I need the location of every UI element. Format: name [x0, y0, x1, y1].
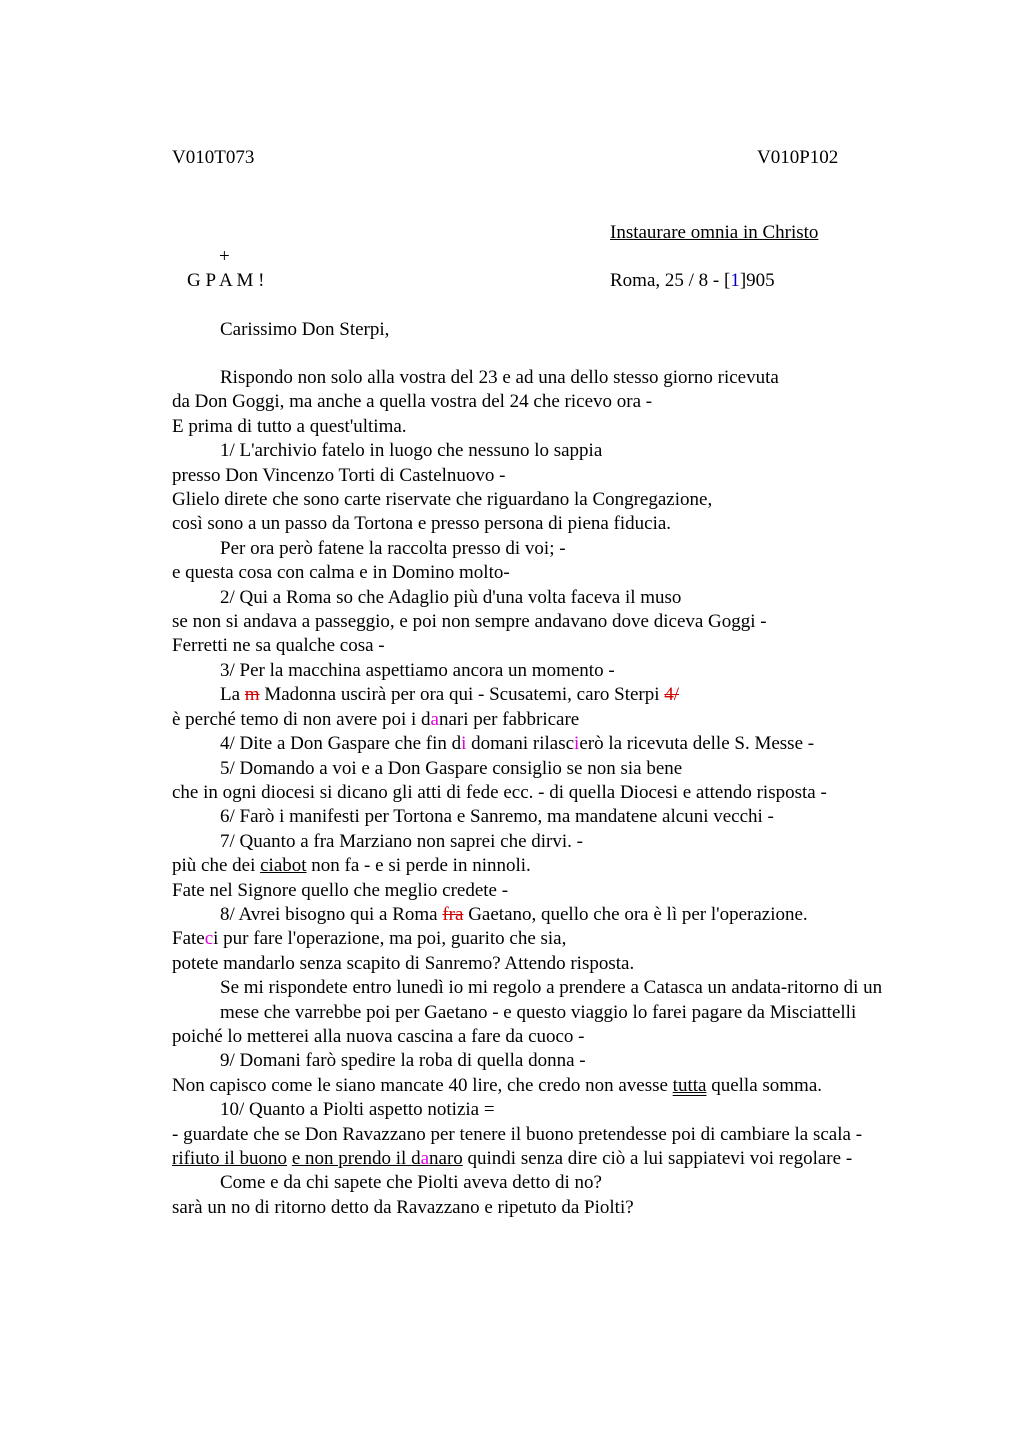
- gpam-heading: G P A M !: [187, 270, 265, 291]
- text-run: 4/ Dite a Don Gaspare che fin d: [220, 733, 462, 755]
- cross-symbol: +: [219, 246, 230, 267]
- insertion-mark: a: [430, 708, 439, 730]
- underlined-phrase: [292, 1148, 463, 1169]
- deletion-mark: fra: [442, 903, 464, 925]
- text-run: più che dei: [172, 855, 261, 877]
- date-editorial-digit: 1: [730, 270, 740, 291]
- text-run: La: [220, 684, 245, 706]
- body-line: Per ora però fatene la raccolta presso di voi; -: [220, 537, 566, 559]
- body-line: Rispondo non solo alla vostra del 23 e ad una dello stesso giorno ricevuta: [220, 367, 779, 388]
- text-run: Fate: [172, 928, 205, 950]
- body-line: [172, 903, 907, 927]
- body-line: 7/ Quanto a fra Marziano non saprei che dirvi. -: [220, 830, 583, 852]
- body-line: 3/ Per la macchina aspettiamo ancora un momento -: [220, 659, 615, 681]
- text-run: domani rilasc: [466, 733, 575, 755]
- body-line: Glielo direte che sono carte riservate che riguardano la Congregazione,: [172, 489, 713, 511]
- body-line: poiché lo metterei alla nuova cascina a fare da cuoco -: [172, 1025, 585, 1047]
- body-line: [172, 732, 907, 756]
- body-line: Come e da chi sapete che Piolti aveva detto di no?: [220, 1172, 602, 1194]
- body-line: se non si andava a passeggio, e poi non sempre andavano dove diceva Goggi -: [172, 611, 767, 633]
- date-prefix: Roma, 25 / 8 - [: [610, 270, 731, 291]
- salutation: Carissimo Don Sterpi,: [220, 319, 390, 340]
- insertion-mark: c: [204, 928, 214, 950]
- body-line: [172, 708, 907, 732]
- body-line: sarà un no di ritorno detto da Ravazzano e ripetuto da Piolti?: [172, 1196, 634, 1218]
- body-line: [172, 854, 907, 878]
- body-line: così sono a un passo da Tortona e presso persona di piena fiducia.: [172, 513, 672, 535]
- document-code-left: V010T073: [172, 147, 255, 168]
- body-line: 9/ Domani farò spedire la roba di quella donna -: [220, 1050, 586, 1072]
- text-run: Non capisco come le siano mancate 40 lire, che credo non avesse: [172, 1074, 673, 1096]
- text-run: non fa - e si perde in ninnoli.: [306, 855, 531, 877]
- body-line: [172, 927, 907, 951]
- body-line: potete mandarlo senza scapito di Sanremo? Attendo risposta.: [172, 952, 635, 974]
- text-run: Madonna uscirà per ora qui - Scusatemi, caro Sterpi: [259, 684, 665, 706]
- text-run: erò la ricevuta delle S. Messe -: [579, 733, 815, 755]
- body-line: Ferretti ne sa qualche cosa -: [172, 635, 385, 657]
- body-line: 5/ Domando a voi e a Don Gaspare consiglio se non sia bene: [220, 757, 683, 779]
- body-line: da Don Goggi, ma anche a quella vostra del 24 che ricevo ora -: [172, 391, 653, 413]
- text-run: naro: [429, 1148, 463, 1169]
- body-line: presso Don Vincenzo Torti di Castelnuovo -: [172, 464, 506, 486]
- body-line: 6/ Farò i manifesti per Tortona e Sanremo, ma mandatene alcuni vecchi -: [220, 806, 774, 828]
- double-underlined-word: tutta: [672, 1074, 707, 1096]
- motto: Instaurare omnia in Christo: [610, 222, 819, 243]
- text-run: nari per fabbricare: [438, 708, 580, 730]
- body-line: Fate nel Signore quello che meglio credete -: [172, 879, 509, 901]
- text-run: i pur fare l'operazione, ma poi, guarito che sia,: [213, 928, 567, 950]
- body-line: 1/ L'archivio fatelo in luogo che nessuno lo sappia: [220, 440, 603, 462]
- insertion-mark: i: [461, 733, 467, 755]
- body-line: E prima di tutto a quest'ultima.: [172, 415, 407, 437]
- body-line: che in ogni diocesi si dicano gli atti di fede ecc. - di quella Diocesi e attendo risposta -: [172, 781, 827, 803]
- deletion-mark: m: [244, 684, 260, 706]
- text-run: e non prendo il d: [291, 1148, 421, 1169]
- body-line: 10/ Quanto a Piolti aspetto notizia =: [220, 1099, 495, 1121]
- body-line: [172, 1074, 907, 1098]
- text-run: Gaetano, quello che ora è lì per l'operazione.: [463, 903, 808, 925]
- text-run: quindi senza dire ciò a lui sappiatevi voi regolare -: [462, 1148, 853, 1169]
- insertion-mark: a: [420, 1148, 430, 1169]
- document-code-right: V010P102: [757, 147, 839, 168]
- body-line: - guardate che se Don Ravazzano per tenere il buono pretendesse poi di cambiare la scala -: [172, 1123, 863, 1145]
- body-line: 2/ Qui a Roma so che Adaglio più d'una volta faceva il muso: [220, 586, 682, 608]
- underlined-phrase: rifiuto il buono: [172, 1148, 288, 1169]
- body-line: e questa cosa con calma e in Domino molto-: [172, 562, 510, 584]
- text-run: è perché temo di non avere poi i d: [172, 708, 431, 730]
- body-line: [172, 683, 907, 707]
- letter-date: [610, 269, 775, 293]
- date-suffix: ]905: [739, 270, 775, 291]
- body-line: [172, 1147, 907, 1171]
- text-run: 8/ Avrei bisogno qui a Roma: [220, 903, 443, 925]
- underlined-word: ciabot: [260, 855, 307, 877]
- letter-body: [172, 366, 907, 1220]
- insertion-mark: i: [574, 733, 580, 755]
- deletion-mark: 4/: [664, 684, 680, 706]
- text-run: quella somma.: [706, 1074, 823, 1096]
- body-line: Se mi rispondete entro lunedì io mi regolo a prendere a Catasca un andata-ritorno di un mese che varrebbe poi per Gaetano - e questo viaggio lo farei pagare da Misciattelli: [220, 977, 883, 1023]
